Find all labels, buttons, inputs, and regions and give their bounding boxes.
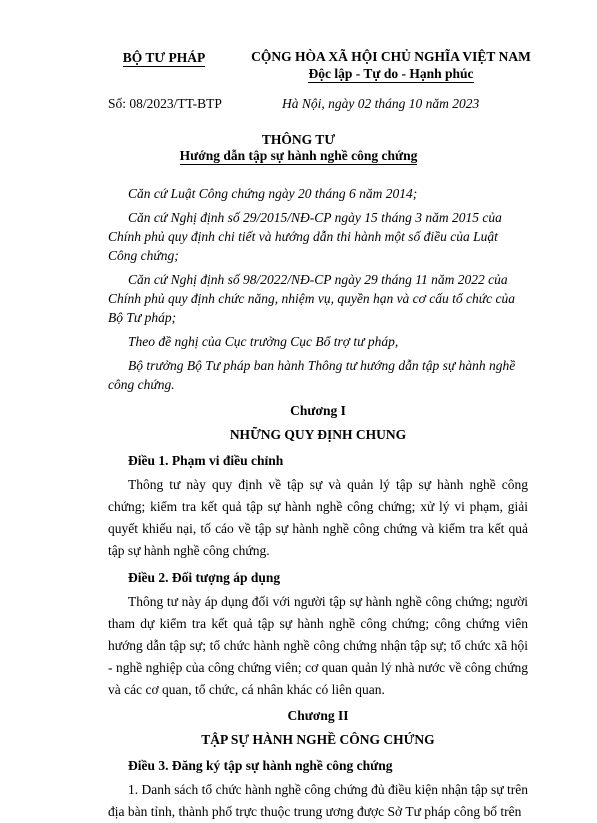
legal-basis-1: Căn cứ Luật Công chứng ngày 20 tháng 6 năm 2014;: [128, 186, 418, 201]
legal-basis-5: Bộ trưởng Bộ Tư pháp ban hành Thông tư hướng dẫn tập sự hành nghề công chứng.: [108, 358, 516, 392]
document-body: [108, 184, 528, 823]
chapter-2-title: TẬP SỰ HÀNH NGHỀ CÔNG CHỨNG: [201, 732, 435, 747]
national-motto: Độc lập - Tự do - Hạnh phúc: [308, 66, 474, 81]
chapter-2-label: Chương II: [287, 708, 349, 723]
chapter-1-label: Chương I: [290, 403, 346, 418]
legal-basis-4: Theo đề nghị của Cục trưởng Cục Bổ trợ tư pháp,: [128, 334, 399, 349]
document-title: Hướng dẫn tập sự hành nghề công chứng: [179, 148, 418, 163]
article-1-heading: Điều 1. Phạm vi điều chỉnh: [128, 453, 284, 468]
article-3-text: 1. Danh sách tổ chức hành nghề công chứng đủ điều kiện nhận tập sự trên địa bàn tỉnh, thành phố trực thuộc trung ương được Sở Tư pháp công bố trên: [108, 782, 528, 819]
header-left: [114, 49, 214, 67]
article-3-heading: Điều 3. Đăng ký tập sự hành nghề công chứng: [128, 758, 393, 773]
article-1-text: Thông tư này quy định về tập sự và quản lý tập sự hành nghề công chứng; kiểm tra kết quả tập sự hành nghề công chứng; xử lý vi phạm, giải quyết khiếu nại, tố cáo về tập sự hành nghề công chứng và kiểm tra kết quả tập sự hành nghề công chứng.: [108, 477, 528, 558]
document-number: Số: 08/2023/TT-BTP: [108, 96, 222, 111]
document-title-wrap: [0, 147, 597, 165]
country-name: CỘNG HÒA XÃ HỘI CHỦ NGHĨA VIỆT NAM: [251, 49, 531, 64]
issuing-agency: BỘ TƯ PHÁP: [122, 50, 206, 65]
article-2-heading: Điều 2. Đối tượng áp dụng: [128, 570, 281, 585]
article-2-text: Thông tư này áp dụng đối với người tập sự hành nghề công chứng; người tham dự kiểm tra kết quả tập sự hành nghề công chứng; công chứng viên hướng dẫn tập sự; tổ chức hành nghề công chứng nhận tập sự; tổ chức xã hội - nghề nghiệp của công chứng viên; cơ quan quản lý nhà nước về công chứng và các cơ quan, tổ chức, cá nhân khác có liên quan.: [108, 594, 528, 697]
document-type: THÔNG TƯ: [261, 132, 336, 147]
chapter-1-title: NHỮNG QUY ĐỊNH CHUNG: [229, 427, 407, 442]
legal-basis-3: Căn cứ Nghị định số 98/2022/NĐ-CP ngày 29 tháng 11 năm 2022 của Chính phủ quy định chức năng, nhiệm vụ, quyền hạn và cơ cấu tổ chức của Bộ Tư pháp;: [108, 272, 515, 325]
header-right: [246, 49, 536, 83]
place-and-date: Hà Nội, ngày 02 tháng 10 năm 2023: [282, 96, 480, 111]
legal-basis-2: Căn cứ Nghị định số 29/2015/NĐ-CP ngày 15 tháng 3 năm 2015 của Chính phủ quy định chi tiết và hướng dẫn thi hành một số điều của Luật Công chứng;: [108, 210, 502, 263]
